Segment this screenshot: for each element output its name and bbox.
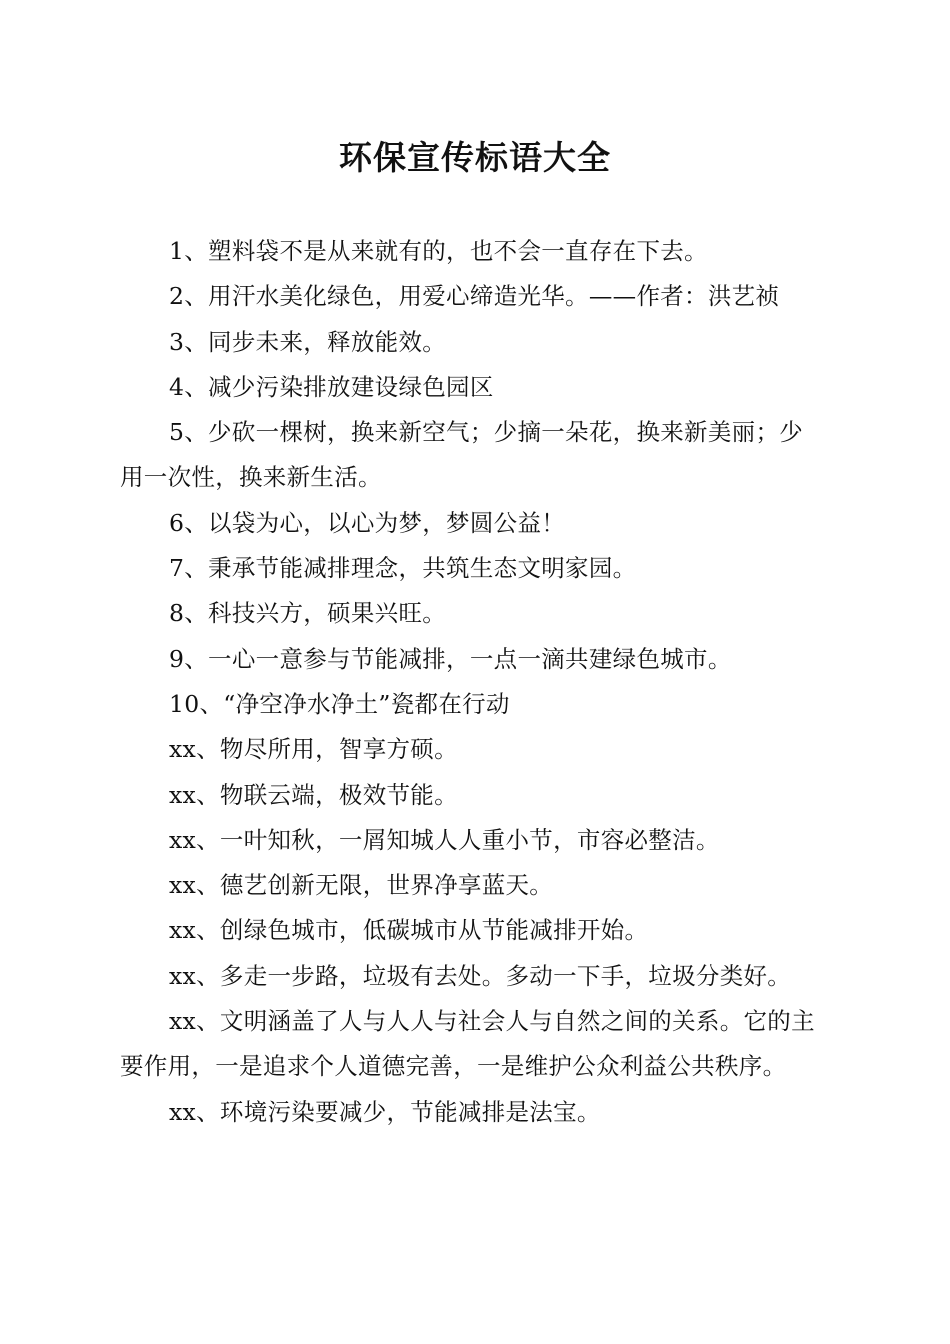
- slogan-item: xx、物联云端，极效节能。: [169, 780, 458, 809]
- slogan-item: 6、以袋为心，以心为梦，梦圆公益！: [169, 508, 566, 537]
- slogan-item: 10、“净空净水净土”瓷都在行动: [169, 689, 510, 718]
- slogan-item: xx、文明涵盖了人与人人与社会人与自然之间的关系。它的主要作用，一是追求个人道德完善，一是维护公众利益公共秩序。: [120, 1007, 815, 1081]
- slogan-item: 8、科技兴方，硕果兴旺。: [169, 599, 447, 628]
- slogan-item: 3、同步未来，释放能效。: [169, 327, 447, 356]
- slogan-item: 7、秉承节能减排理念，共筑生态文明家园。: [169, 554, 637, 583]
- slogan-item: xx、物尽所用，智享方硕。: [169, 735, 458, 764]
- slogan-list: [120, 229, 826, 1135]
- slogan-item: 1、塑料袋不是从来就有的，也不会一直存在下去。: [169, 237, 708, 265]
- slogan-item: 9、一心一意参与节能减排，一点一滴共建绿色城市。: [169, 644, 732, 673]
- slogan-item: xx、一叶知秋，一屑知城人人重小节，市容必整洁。: [169, 825, 720, 854]
- slogan-item: xx、环境污染要减少，节能减排是法宝。: [169, 1097, 601, 1126]
- document-title: 环保宣传标语大全: [339, 138, 611, 177]
- slogan-item: xx、多走一步路，垃圾有去处。多动一下手，垃圾分类好。: [169, 961, 792, 990]
- slogan-item: 2、用汗水美化绿色，用爱心缔造光华。——作者：洪艺祯: [169, 282, 780, 311]
- slogan-item: 4、减少污染排放建设绿色园区: [169, 372, 494, 401]
- slogan-item: 5、少砍一棵树，换来新空气；少摘一朵花，换来新美丽；少用一次性，换来新生活。: [120, 418, 804, 492]
- slogan-item: xx、德艺创新无限，世界净享蓝天。: [169, 871, 554, 900]
- slogan-item: xx、创绿色城市，低碳城市从节能减排开始。: [169, 916, 649, 945]
